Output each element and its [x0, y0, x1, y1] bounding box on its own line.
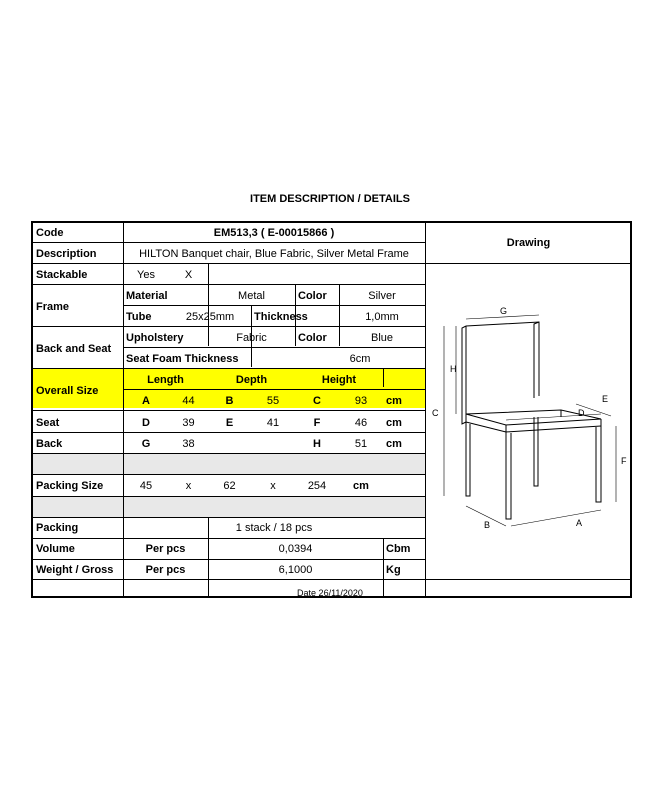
drawing-letter-g: G	[500, 306, 508, 316]
packing-label: Packing	[36, 522, 79, 534]
drawing-letter-a: A	[576, 518, 583, 528]
drawing-letter-h: H	[450, 364, 457, 374]
code-value: EM513,3 ( E-00015866 )	[213, 227, 335, 239]
packing-size-v2: 62	[223, 480, 236, 492]
back-unit: cm	[386, 438, 402, 450]
back-label: Back	[36, 438, 63, 450]
description-value: HILTON Banquet chair, Blue Fabric, Silver Metal Frame	[139, 248, 409, 260]
foam-label: Seat Foam Thickness	[126, 353, 239, 365]
description-label: Description	[36, 248, 97, 260]
packing-size-unit: cm	[353, 480, 369, 492]
volume-value: 0,0394	[278, 543, 313, 555]
drawing-letter-d: D	[578, 408, 585, 418]
back-seat-label: Back and Seat	[36, 343, 112, 355]
weight-value: 6,1000	[278, 564, 313, 576]
volume-label: Volume	[36, 543, 75, 555]
packing-size-v1: 45	[139, 480, 153, 492]
dim-c-value: 93	[354, 395, 368, 407]
dim-g-letter: G	[141, 438, 151, 450]
code-label: Code	[36, 227, 64, 239]
dim-h-value: 51	[354, 438, 368, 450]
frame-color-label: Color	[298, 290, 327, 302]
packing-size-x1: x	[185, 480, 192, 492]
tube-label: Tube	[126, 311, 152, 323]
overall-unit: cm	[386, 395, 402, 407]
chair-drawing	[426, 264, 632, 578]
dim-a-value: 44	[182, 395, 195, 407]
upholstery-value: Fabric	[236, 332, 267, 344]
dim-f-value: 46	[354, 417, 368, 429]
drawing-label: Drawing	[506, 237, 551, 249]
frame-color-value: Silver	[368, 290, 396, 302]
drawing-letter-f: F	[621, 456, 627, 466]
stackable-mark: X	[184, 269, 193, 281]
drawing-letter-b: B	[484, 520, 491, 530]
stackable-yes: Yes	[137, 269, 155, 281]
dim-d-letter: D	[142, 417, 150, 429]
dim-a-letter: A	[142, 395, 150, 407]
foam-value: 6cm	[349, 353, 371, 365]
drawing-letter-c: C	[432, 408, 439, 418]
thickness-value: 1,0mm	[365, 311, 399, 323]
packing-size-v3: 254	[307, 480, 327, 492]
dim-b-value: 55	[266, 395, 280, 407]
drawing-letter-e: E	[602, 394, 609, 404]
seat-unit: cm	[386, 417, 402, 429]
weight-label: Weight / Gross	[36, 564, 114, 576]
empty-row-2	[33, 496, 425, 517]
thickness-label: Thickness	[254, 311, 308, 323]
seat-label: Seat	[36, 417, 60, 429]
dim-g-value: 38	[182, 438, 195, 450]
document-date: Date 26/11/2020	[297, 588, 363, 598]
item-details-table	[31, 221, 632, 598]
dim-b-letter: B	[225, 395, 234, 407]
weight-unit: Kg	[386, 564, 401, 576]
tube-value: 25x25mm	[185, 311, 235, 323]
packing-value: 1 stack / 18 pcs	[235, 522, 313, 534]
depth-header: Depth	[235, 374, 268, 386]
empty-row-1	[33, 453, 425, 474]
upholstery-label: Upholstery	[126, 332, 184, 344]
volume-unit: Cbm	[386, 543, 411, 555]
packing-size-label: Packing Size	[36, 480, 104, 492]
packing-size-x2: x	[270, 480, 276, 492]
height-header: Height	[321, 374, 357, 386]
material-label: Material	[126, 290, 168, 302]
frame-label: Frame	[36, 301, 70, 313]
overall-size-label: Overall Size	[36, 385, 99, 397]
dim-d-value: 39	[182, 417, 195, 429]
stackable-label: Stackable	[36, 269, 88, 281]
page-title: ITEM DESCRIPTION / DETAILS	[250, 193, 410, 205]
dim-e-value: 41	[266, 417, 280, 429]
dim-f-letter: F	[313, 417, 321, 429]
upholstery-color-label: Color	[298, 332, 327, 344]
dim-h-letter: H	[313, 438, 321, 450]
dim-e-letter: E	[225, 417, 234, 429]
weight-per: Per pcs	[145, 564, 186, 576]
length-header: Length	[147, 374, 184, 386]
material-value: Metal	[238, 290, 265, 302]
volume-per: Per pcs	[145, 543, 186, 555]
dim-c-letter: C	[313, 395, 321, 407]
upholstery-color-value: Blue	[370, 332, 394, 344]
